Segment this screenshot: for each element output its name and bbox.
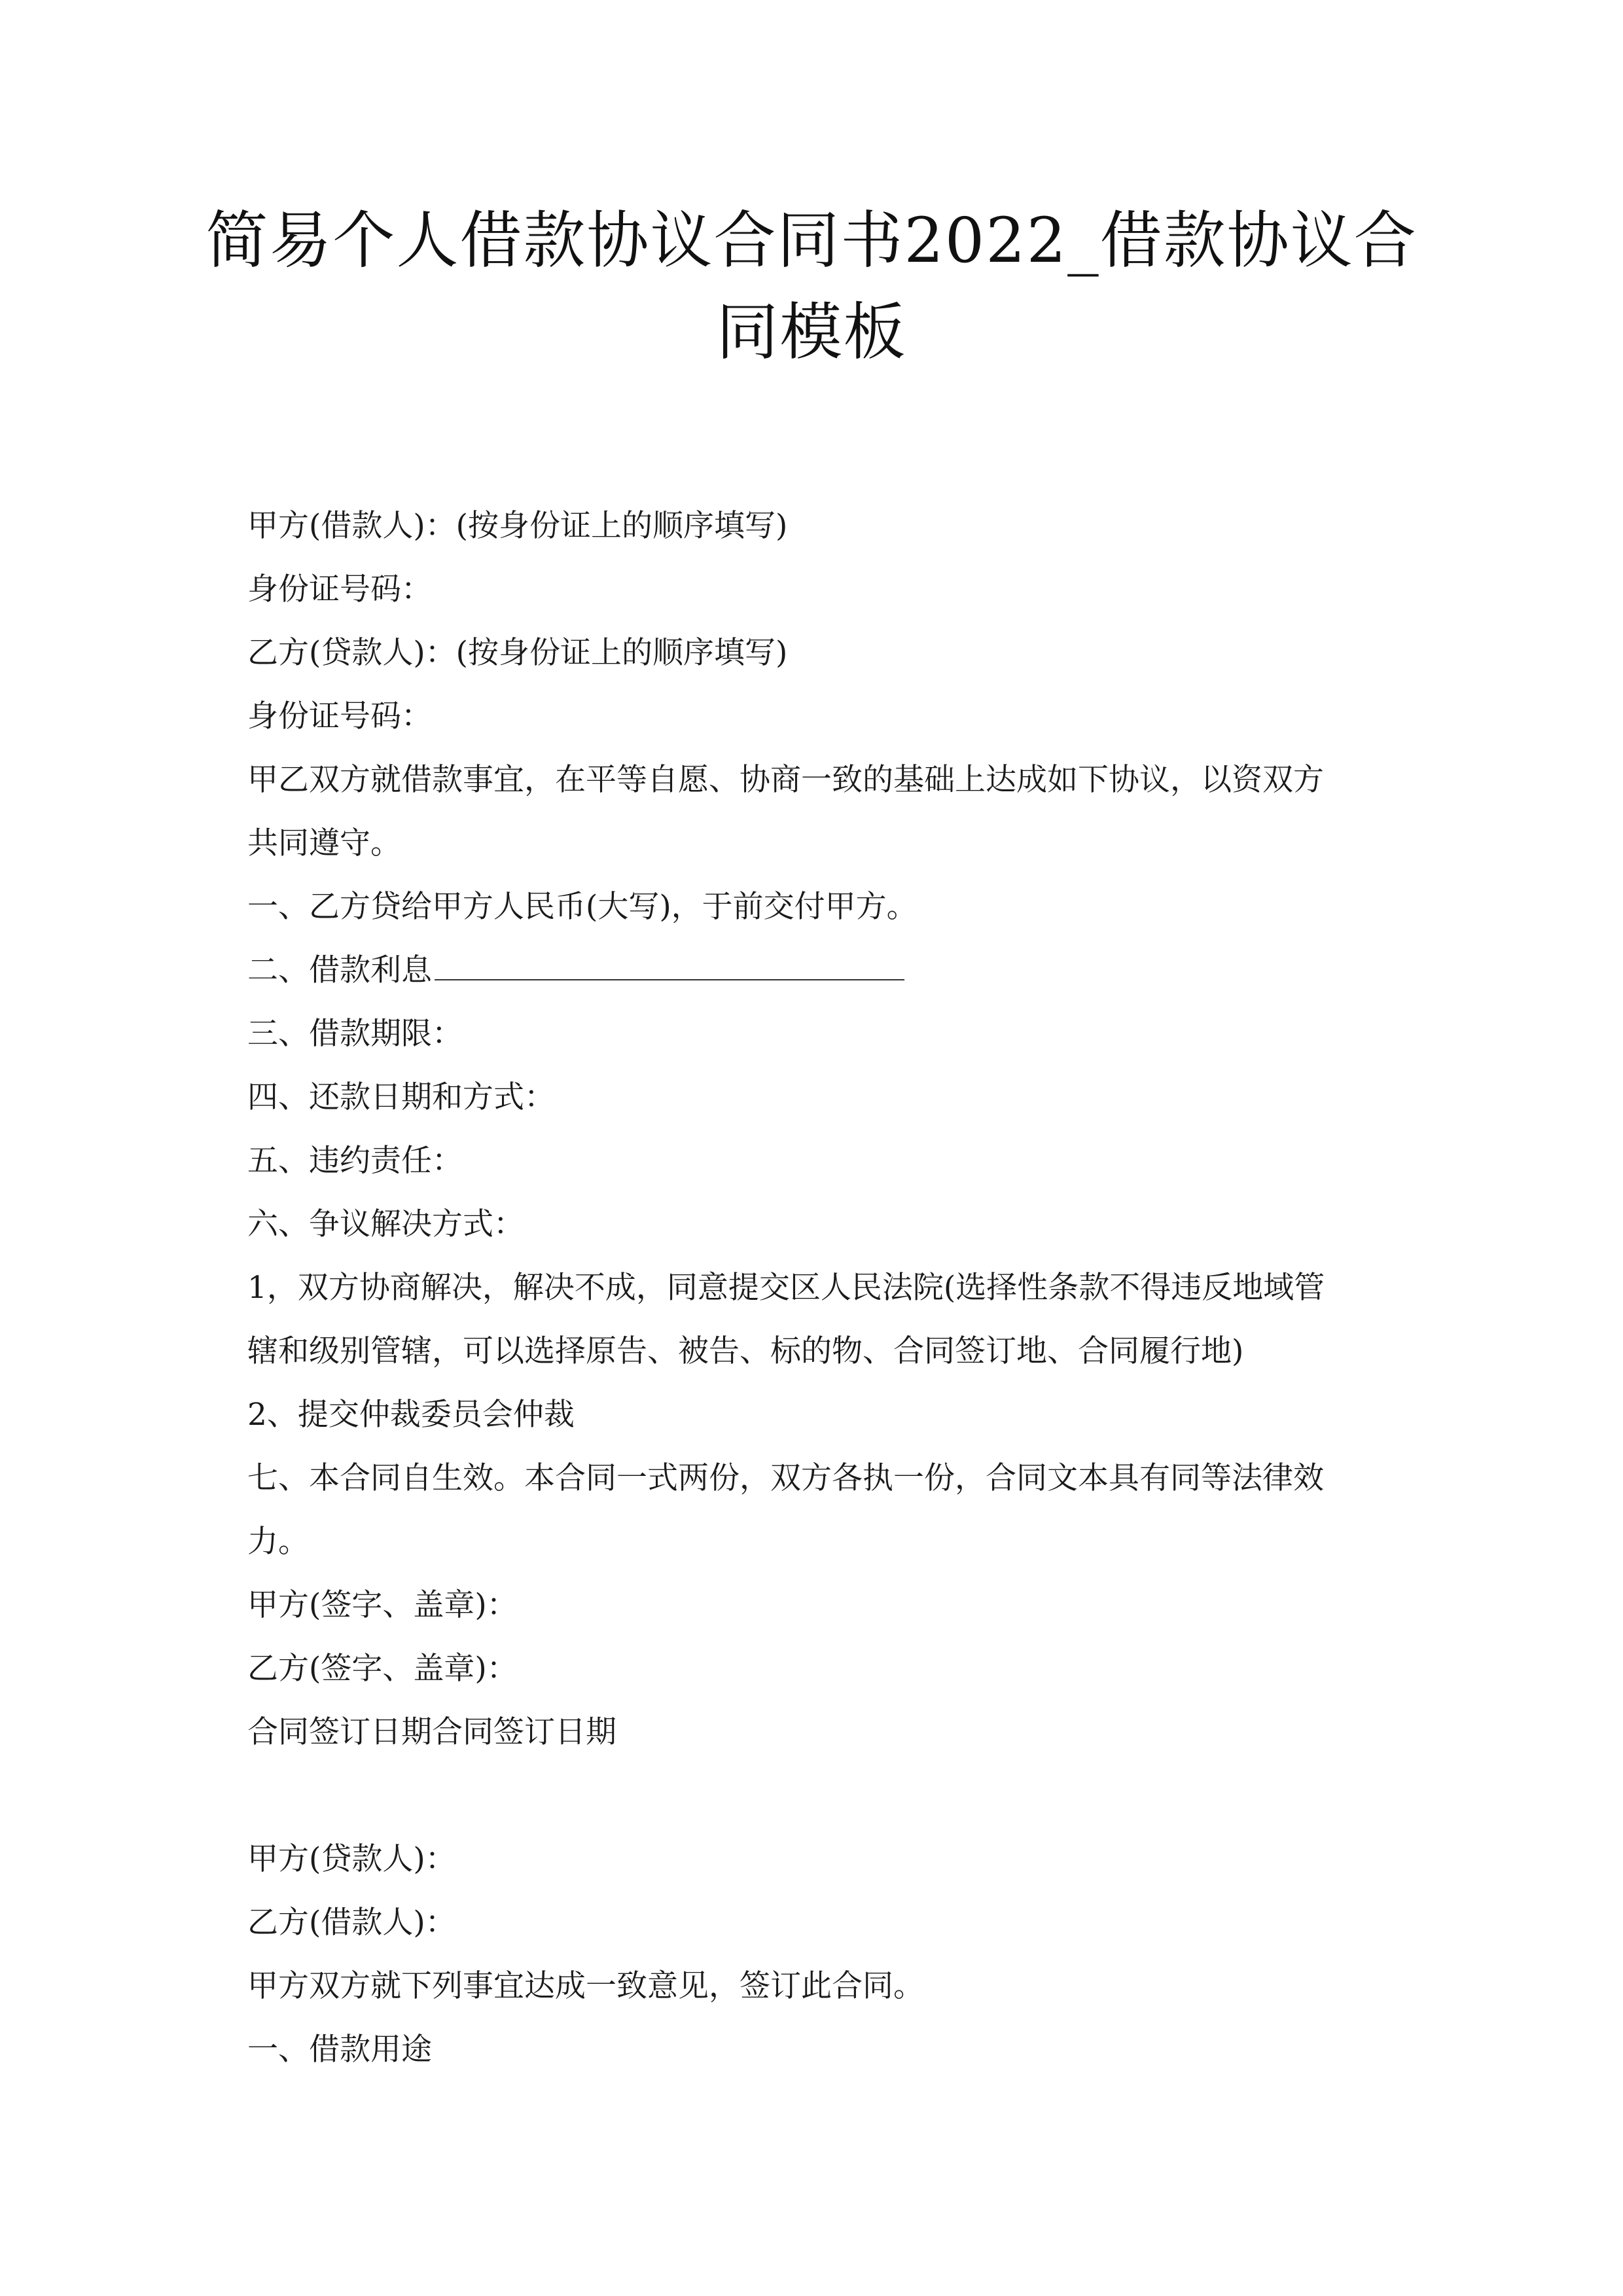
title-line-1: 简易个人借款协议合同书2022_借款协议合 (205, 205, 1418, 277)
party-b-id-number-line: 身份证号码： (247, 698, 432, 734)
dispute-option-1-line-2: 辖和级别管辖，可以选择原告、被告、标的物、合同签订地、合同履行地) (247, 1333, 1244, 1369)
party-a-lender-line: 甲方(贷款人)： (247, 1841, 456, 1877)
section2-intro-line: 甲方双方就下列事宜达成一致意见，签订此合同。 (247, 1968, 924, 2004)
clause-2-interest (247, 939, 1386, 1002)
agreement-intro-line-2: 共同遵守。 (247, 825, 401, 861)
interest-blank-line (435, 939, 904, 980)
clause-7-effect-line-1: 七、本合同自生效。本合同一式两份，双方各执一份，合同文本具有同等法律效 (247, 1460, 1324, 1496)
party-b-lender-line: 乙方(贷款人)：(按身份证上的顺序填写) (247, 635, 788, 671)
section2-clause-1-purpose: 一、借款用途 (247, 2032, 432, 2068)
clause-2-label: 二、借款利息 (247, 952, 432, 988)
clause-7-effect-line-2: 力。 (247, 1524, 309, 1560)
clause-5-breach: 五、违约责任： (247, 1143, 463, 1179)
signing-date-line: 合同签订日期合同签订日期 (247, 1714, 616, 1750)
agreement-intro-line-1: 甲乙双方就借款事宜，在平等自愿、协商一致的基础上达成如下协议，以资双方 (247, 762, 1324, 798)
clause-1-loan-amount: 一、乙方贷给甲方人民币(大写)，于前交付甲方。 (247, 889, 918, 925)
clause-3-term: 三、借款期限： (247, 1016, 463, 1052)
dispute-option-1-line-1: 1，双方协商解决，解决不成，同意提交区人民法院(选择性条款不得违反地域管 (247, 1270, 1325, 1306)
party-b-borrower-line: 乙方(借款人)： (247, 1905, 456, 1941)
party-a-signature-line: 甲方(签字、盖章)： (247, 1587, 518, 1623)
party-a-id-number-line: 身份证号码： (247, 571, 432, 607)
document-title (196, 195, 1427, 378)
party-a-borrower-line: 甲方(借款人)：(按身份证上的顺序填写) (247, 508, 788, 544)
clause-4-repayment: 四、还款日期和方式： (247, 1079, 555, 1115)
party-b-signature-line: 乙方(签字、盖章)： (247, 1651, 518, 1687)
title-line-2: 同模板 (716, 296, 907, 368)
dispute-option-2: 2、提交仲裁委员会仲裁 (247, 1397, 575, 1433)
clause-6-dispute: 六、争议解决方式： (247, 1206, 524, 1242)
